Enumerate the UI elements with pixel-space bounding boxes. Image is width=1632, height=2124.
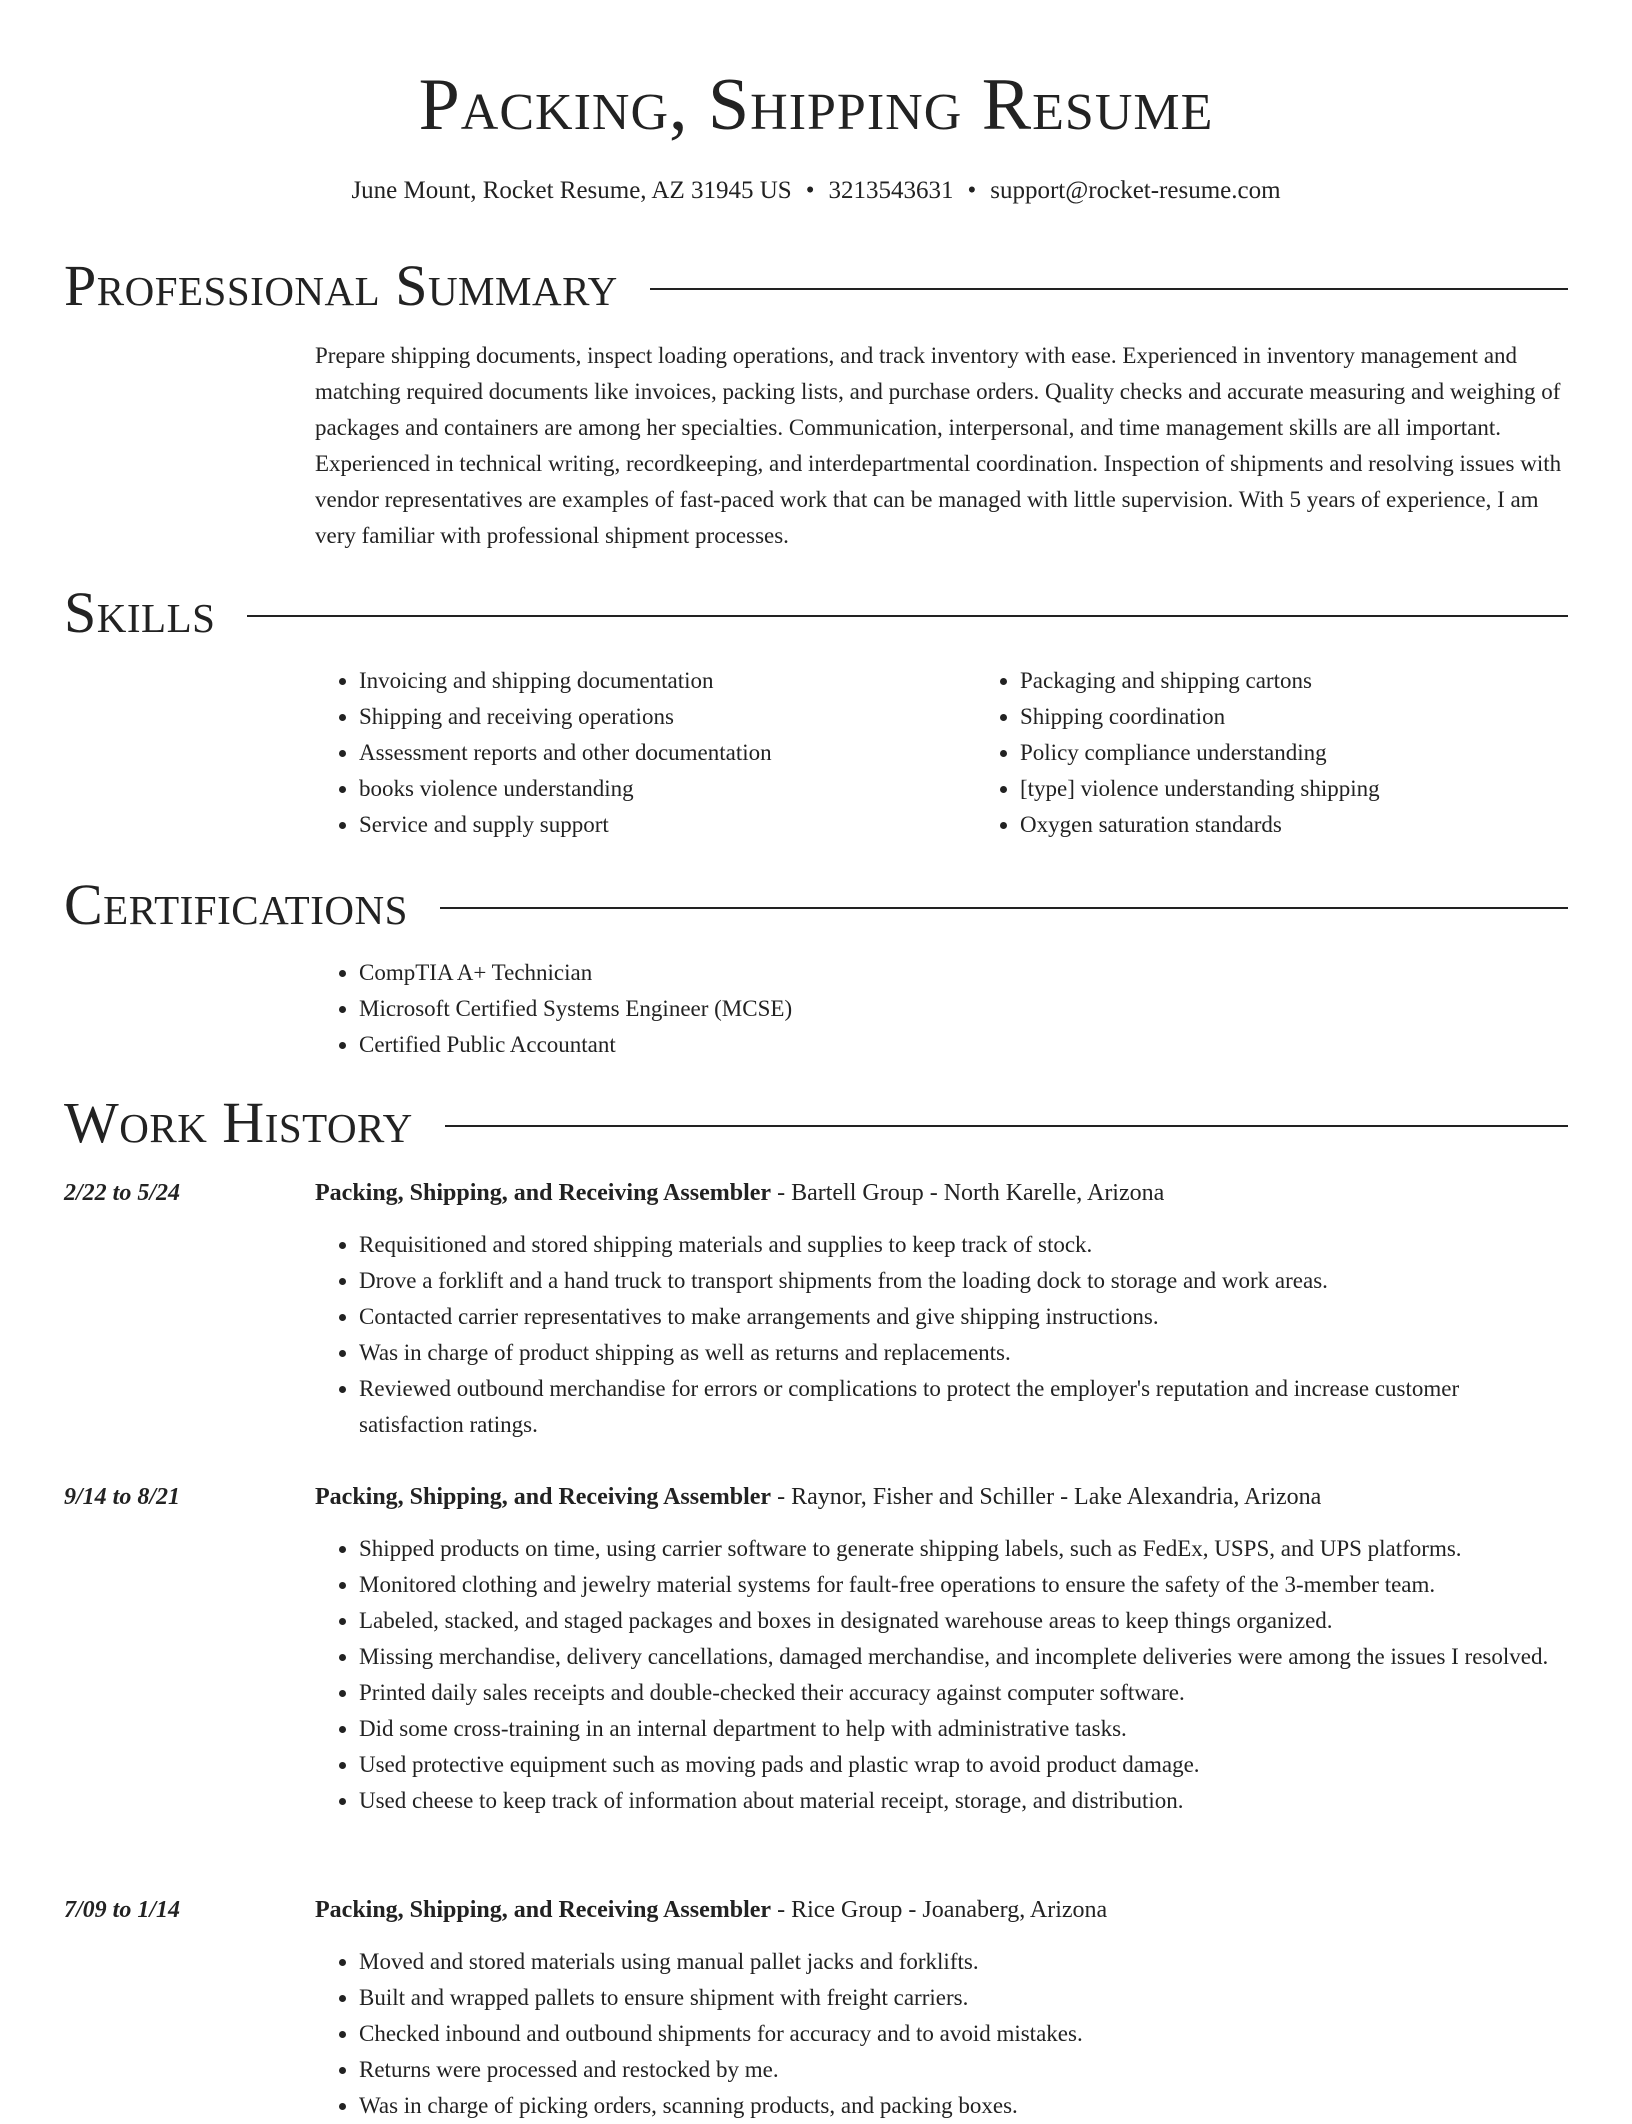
skill-item: • Packaging and shipping cartons xyxy=(1020,663,1632,699)
job-bullet: • Labeled, stacked, and staged packages and boxes in designated warehouse areas to keep things organized. xyxy=(359,1603,1568,1639)
job-bullet: • Was in charge of picking orders, scanning products, and packing boxes. xyxy=(359,2088,1568,2124)
section-title-work-history: Work History xyxy=(64,1090,413,1155)
job-heading xyxy=(315,1175,1568,1211)
section-title-certifications: Certifications xyxy=(64,872,408,937)
contact-line xyxy=(0,174,1632,208)
contact-address: June Mount, Rocket Resume, AZ 31945 US xyxy=(351,177,792,204)
certifications-bullets xyxy=(315,955,1568,1063)
job-bullet: • Used protective equipment such as moving pads and plastic wrap to avoid product damage. xyxy=(359,1747,1568,1783)
job-bullet: • Monitored clothing and jewelry material systems for fault-free operations to ensure the safety of the 3-member team. xyxy=(359,1567,1568,1603)
section-divider xyxy=(440,907,1568,909)
skill-item: • Oxygen saturation standards xyxy=(1020,807,1632,843)
skills-column-left xyxy=(315,663,976,843)
job-bullet: • Requisitioned and stored shipping materials and supplies to keep track of stock. xyxy=(359,1227,1568,1263)
job-heading xyxy=(315,1892,1568,1928)
job-title: Packing, Shipping, and Receiving Assembler xyxy=(315,1180,772,1206)
skills-list xyxy=(315,663,1568,843)
section-title-skills: Skills xyxy=(64,580,216,645)
skill-item: • Invoicing and shipping documentation xyxy=(359,663,976,699)
job-responsibilities xyxy=(315,1944,1568,2124)
skill-item: • Shipping and receiving operations xyxy=(359,699,976,735)
section-header-skills xyxy=(64,580,1568,646)
job-dates: 9/14 to 8/21 xyxy=(64,1484,181,1510)
section-header-summary xyxy=(64,253,1568,319)
job-company-location: - Rice Group - Joanaberg, Arizona xyxy=(771,1897,1108,1923)
job-bullet: • Was in charge of product shipping as well as returns and replacements. xyxy=(359,1335,1568,1371)
certification-item: • Microsoft Certified Systems Engineer (MCSE) xyxy=(359,991,1568,1027)
contact-separator: • xyxy=(967,177,977,204)
resume-title: Packing, Shipping Resume xyxy=(418,64,1214,146)
job-title: Packing, Shipping, and Receiving Assembler xyxy=(315,1484,772,1510)
skill-item: • [type] violence understanding shipping xyxy=(1020,771,1632,807)
job-bullet: • Used cheese to keep track of information about material receipt, storage, and distribution. xyxy=(359,1783,1568,1819)
job-title: Packing, Shipping, and Receiving Assembler xyxy=(315,1897,772,1923)
job-company-location: - Raynor, Fisher and Schiller - Lake Alexandria, Arizona xyxy=(771,1484,1322,1510)
section-title-summary: Professional Summary xyxy=(64,253,618,318)
section-header-certifications xyxy=(64,872,1568,938)
job-bullet: • Shipped products on time, using carrier software to generate shipping labels, such as FedEx, USPS, and UPS platforms. xyxy=(359,1531,1568,1567)
job-responsibilities xyxy=(315,1531,1568,1819)
skills-column-right xyxy=(976,663,1632,843)
job-responsibilities xyxy=(315,1227,1568,1443)
section-divider xyxy=(247,615,1568,617)
job-bullet: • Reviewed outbound merchandise for errors or complications to protect the employer's reputation and increase customer satisfaction ratings. xyxy=(359,1371,1568,1443)
skill-item: • Service and supply support xyxy=(359,807,976,843)
job-bullet: • Returns were processed and restocked by me. xyxy=(359,2052,1568,2088)
skill-item: • Shipping coordination xyxy=(1020,699,1632,735)
certification-item: • CompTIA A+ Technician xyxy=(359,955,1568,991)
job-heading xyxy=(315,1479,1568,1515)
contact-separator: • xyxy=(805,177,815,204)
certification-item: • Certified Public Accountant xyxy=(359,1027,1568,1063)
skill-item: • books violence understanding xyxy=(359,771,976,807)
job-company-location: - Bartell Group - North Karelle, Arizona xyxy=(771,1180,1165,1206)
contact-phone: 3213543631 xyxy=(828,177,954,204)
job-bullet: • Built and wrapped pallets to ensure shipment with freight carriers. xyxy=(359,1980,1568,2016)
section-header-work-history xyxy=(64,1090,1568,1156)
section-divider xyxy=(445,1125,1568,1127)
certifications-list xyxy=(315,955,1568,1063)
section-divider xyxy=(650,288,1568,290)
job-bullet: • Contacted carrier representatives to make arrangements and give shipping instructions. xyxy=(359,1299,1568,1335)
job-dates: 7/09 to 1/14 xyxy=(64,1897,181,1923)
job-bullet: • Printed daily sales receipts and double-checked their accuracy against computer software. xyxy=(359,1675,1568,1711)
contact-email: support@rocket-resume.com xyxy=(990,177,1281,204)
job-bullet: • Did some cross-training in an internal department to help with administrative tasks. xyxy=(359,1711,1568,1747)
job-dates: 2/22 to 5/24 xyxy=(64,1180,181,1206)
job-bullet: • Drove a forklift and a hand truck to transport shipments from the loading dock to storage and work areas. xyxy=(359,1263,1568,1299)
skill-item: • Assessment reports and other documentation xyxy=(359,735,976,771)
skill-item: • Policy compliance understanding xyxy=(1020,735,1632,771)
job-bullet: • Moved and stored materials using manual pallet jacks and forklifts. xyxy=(359,1944,1568,1980)
summary-text: Prepare shipping documents, inspect loading operations, and track inventory with ease. Experienced in inventory management and matching required documents like invoices, packing lists, and purchase orders. Quality checks and accurate measuring and weighing of packages and containers are among her specialties. Communication, interpersonal, and time management skills are all important. Experienced in technical writing, recordkeeping, and interdepartmental coordination. Inspection of shipments and resolving issues with vendor representatives are examples of fast-paced work that can be managed with little supervision. With 5 years of experience, I am very familiar with professional shipment processes. xyxy=(315,343,1562,548)
job-bullet: • Missing merchandise, delivery cancellations, damaged merchandise, and incomplete deliveries were among the issues I resolved. xyxy=(359,1639,1568,1675)
job-bullet: • Checked inbound and outbound shipments for accuracy and to avoid mistakes. xyxy=(359,2016,1568,2052)
